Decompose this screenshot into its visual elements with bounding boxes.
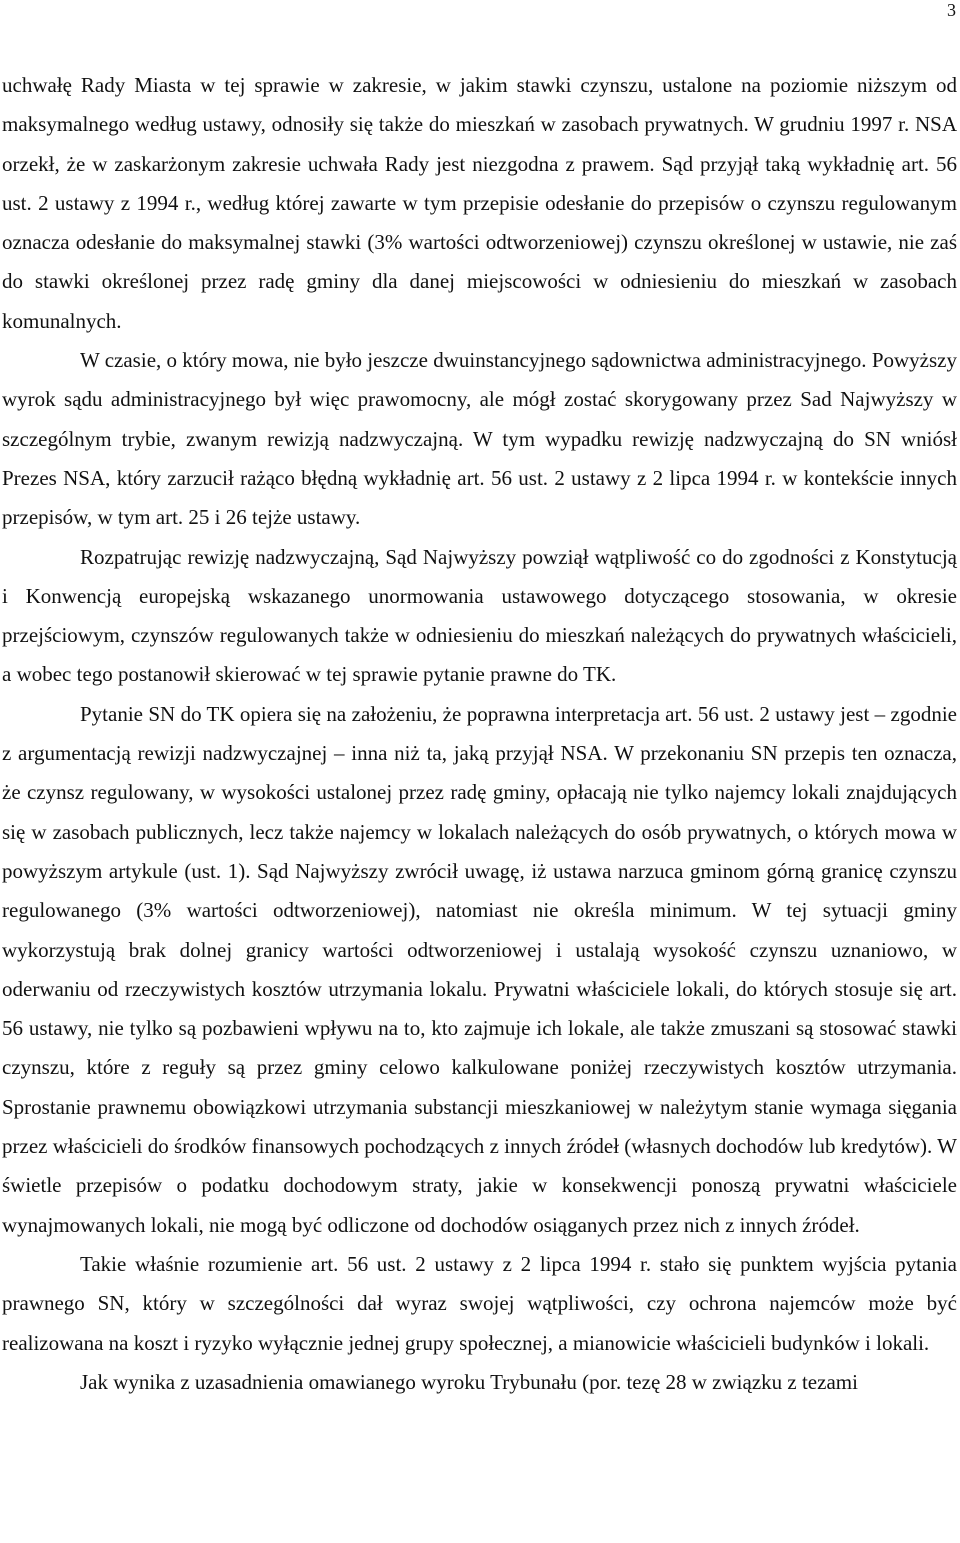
document-body: [2, 66, 957, 1402]
paragraph-continuation: uchwałę Rady Miasta w tej sprawie w zakresie, w jakim stawki czynszu, ustalone na poziomie niższym od maksymalnego według ustawy, odnosiły się także do mieszkań w zasobach prywatnych. W grudniu 1997 r. NSA orzekł, że w zaskarżonym zakresie uchwała Rady jest niezgodna z prawem. Sąd przyjął taką wykładnię art. 56 ust. 2 ustawy z 1994 r., według której zawarte w tym przepisie odesłanie do przepisów o czynszu regulowanym oznacza odesłanie do maksymalnej stawki (3% wartości odtworzeniowej) czynszu określonej w ustawie, nie zaś do stawki określonej przez radę gminy dla danej miejscowości w odniesieniu do mieszkań w zasobach komunalnych.: [2, 73, 957, 333]
paragraph-legal-question: Pytanie SN do TK opiera się na założeniu, że poprawna interpretacja art. 56 ust. 2 ustawy jest – zgodnie z argumentacją rewizji nadzwyczajnej – inna niż ta, jaką przyjął NSA. W przekonaniu SN przepis ten oznacza, że czynsz regulowany, w wysokości ustalonej przez radę gminy, opłacają nie tylko najemcy lokali znajdujących się w zasobach publicznych, lecz także najemcy w lokalach należących do osób prywatnych, o których mowa w powyższym artykule (ust. 1). Sąd Najwyższy zwrócił uwagę, iż ustawa narzuca gminom górną granicę czynszu regulowanego (3% wartości odtworzeniowej), natomiast nie określa minimum. W tej sytuacji gminy wykorzystują brak dolnej granicy wartości odtworzeniowej i ustalają wysokość czynszu uznaniowo, w oderwaniu od rzeczywistych kosztów utrzymania lokalu. Prywatni właściciele lokali, do których stosuje się art. 56 ustawy, nie tylko są pozbawieni wpływu na to, kto zajmuje ich lokale, ale także zmuszani są stosować stawki czynszu, które z reguły są przez gminy celowo kalkulowane poniżej rzeczywistych kosztów utrzymania. Sprostanie prawnemu obowiązkowi utrzymania substancji mieszkaniowej w należytym stanie wymaga sięgania przez właścicieli do środków finansowych pochodzących z innych źródeł (własnych dochodów lub kredytów). W świetle przepisów o podatku dochodowym straty, jakie w konsekwencji ponoszą prywatni właściciele wynajmowanych lokali, nie mogą być odliczone od dochodów osiąganych przez nich z innych źródeł.: [2, 701, 957, 1237]
paragraph-interpretation: Takie właśnie rozumienie art. 56 ust. 2 ustawy z 2 lipca 1994 r. stało się punktem wyjścia pytania prawnego SN, który w szczególności dał wyraz swojej wątpliwości, czy ochrona najemców może być realizowana na koszt i ryzyko wyłącznie jednej grupy społecznej, a mianowicie właścicieli budynków i lokali.: [2, 1251, 957, 1355]
paragraph-administrative-court: W czasie, o który mowa, nie było jeszcze dwuinstancyjnego sądownictwa administracyjnego. Powyższy wyrok sądu administracyjnego był więc prawomocny, ale mógł zostać skorygowany przez Sad Najwyższy w szczególnym trybie, zwanym rewizją nadzwyczajną. W tym wypadku rewizję nadzwyczajną do SN wniósł Prezes NSA, który zarzucił rażąco błędną wykładnię art. 56 ust. 2 ustawy z 2 lipca 1994 r. w kontekście innych przepisów, w tym art. 25 i 26 tejże ustawy.: [2, 348, 957, 530]
paragraph-supreme-court-doubt: Rozpatrując rewizję nadzwyczajną, Sąd Najwyższy powziął wątpliwość co do zgodności z Konstytucją i Konwencją europejską wskazanego unormowania ustawowego dotyczącego stosowania, w okresie przejściowym, czynszów regulowanych także w odniesieniu do mieszkań należących do prywatnych właścicieli, a wobec tego postanowił skierować w tej sprawie pytanie prawne do TK.: [2, 544, 957, 687]
page-number: 3: [947, 0, 956, 20]
paragraph-tribunal-reasoning: Jak wynika z uzasadnienia omawianego wyroku Trybunału (por. tezę 28 w związku z tezami: [80, 1369, 858, 1394]
